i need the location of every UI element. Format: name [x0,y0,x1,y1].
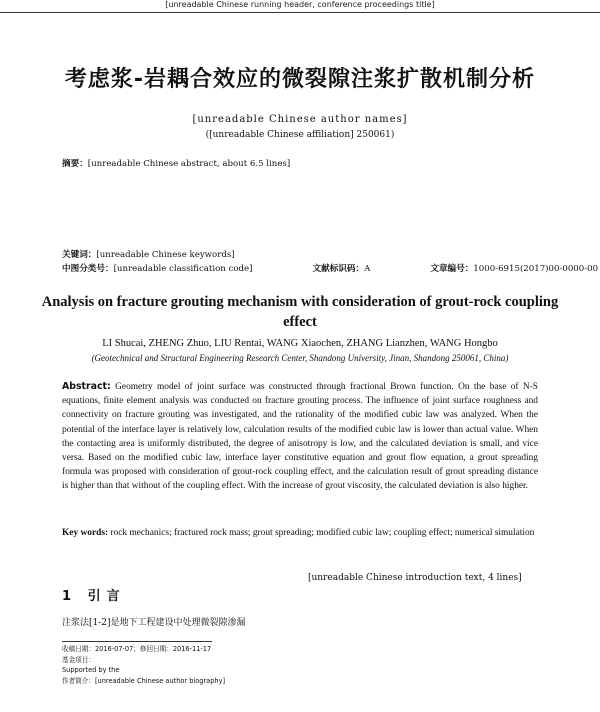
footnote-received: 收稿日期：2016-07-07；修回日期：2016-11-17 [62,645,212,653]
classification-line [62,263,599,275]
chinese-abstract-text: [unreadable Chinese abstract, about 6.5 lines] [87,159,291,169]
chinese-keywords [62,249,537,261]
document-code-label: 文献标识码： [312,264,365,274]
chinese-authors: [unreadable Chinese author names] [192,114,408,125]
english-keywords [62,527,538,541]
document-code-value: A [364,264,371,274]
intro-left-column: 注浆法[1-2]是地下工程建设中处理微裂隙渗漏 [62,618,246,628]
chinese-title: 考虑浆-岩耦合效应的微裂隙注浆扩散机制分析 [64,67,536,92]
clc-value: [unreadable classification code] [113,264,253,274]
english-abstract [62,380,538,494]
english-affiliation: (Geotechnical and Structural Engineering Research Center, Shandong University, Jinan, Shandong 250061, China) [91,353,509,363]
intro-right-column: [unreadable Chinese introduction text, 4 lines] [308,573,522,583]
footnote-author-bio: 作者简介：[unreadable Chinese author biography] [62,676,226,685]
article-id [430,263,598,275]
footnote-fund: 基金项目： [62,655,95,664]
chinese-abstract [62,157,537,171]
section-heading [62,585,126,604]
english-abstract-text: Geometry model of joint surface was constructed through fractional Brown function. On the base of N-S equations, finite element analysis was conducted on fracture grouting process. The influence of joint surface roughness and connectivity on fracture grouting was investigated, and the rationality of the modified cubic law was analyzed. When the potential of the interface layer is relatively low, calculation results of the modified cubic law is lower than actual value. When the contacting area is uniformly distributed, the degree of anisotropy is low, and the calculated deviation is small, and vice versa. Based on the modified cubic law, interface layer constitutive equation and grout flow equation, a grout spreading formula was proposed with consideration of grout-rock coupling effect, and the calculation result of grout spreading distance is higher than that without of the coupling effect. With the increase of grout viscosity, the calculated deviation is also higher. [62,382,539,492]
english-abstract-label: Abstract: [62,381,111,392]
english-keywords-text: rock mechanics; fractured rock mass; grout spreading; modified cubic law; coupling effect; numerical simulation [110,528,535,538]
english-keywords-label: Key words: [62,528,109,538]
document-code [313,263,371,275]
footnote-divider [62,641,212,642]
clc-label: 中图分类号： [62,264,114,274]
running-header: [unreadable Chinese running header, conference proceedings title] [0,0,600,13]
footnotes [62,644,538,686]
chinese-affiliation: ([unreadable Chinese affiliation] 250061) [205,130,395,140]
section-number: 1 [62,589,78,604]
english-title: Analysis on fracture grouting mechanism with consideration of grout-rock coupling effect [41,294,559,330]
article-id-label: 文章编号： [430,264,474,274]
chinese-keywords-text: [unreadable Chinese keywords] [96,250,235,260]
footnote-supported: Supported by the [62,666,120,675]
article-id-value: 1000-6915(2017)00-0000-00 [473,264,599,274]
chinese-keywords-label: 关键词： [62,250,97,260]
english-authors: LI Shucai, ZHENG Zhuo, LIU Rentai, WANG Xiaochen, ZHANG Lianzhen, WANG Hongbo [102,338,498,349]
chinese-abstract-label: 摘要： [62,159,88,169]
clc-number [62,263,253,275]
section-title: 引言 [87,589,126,604]
